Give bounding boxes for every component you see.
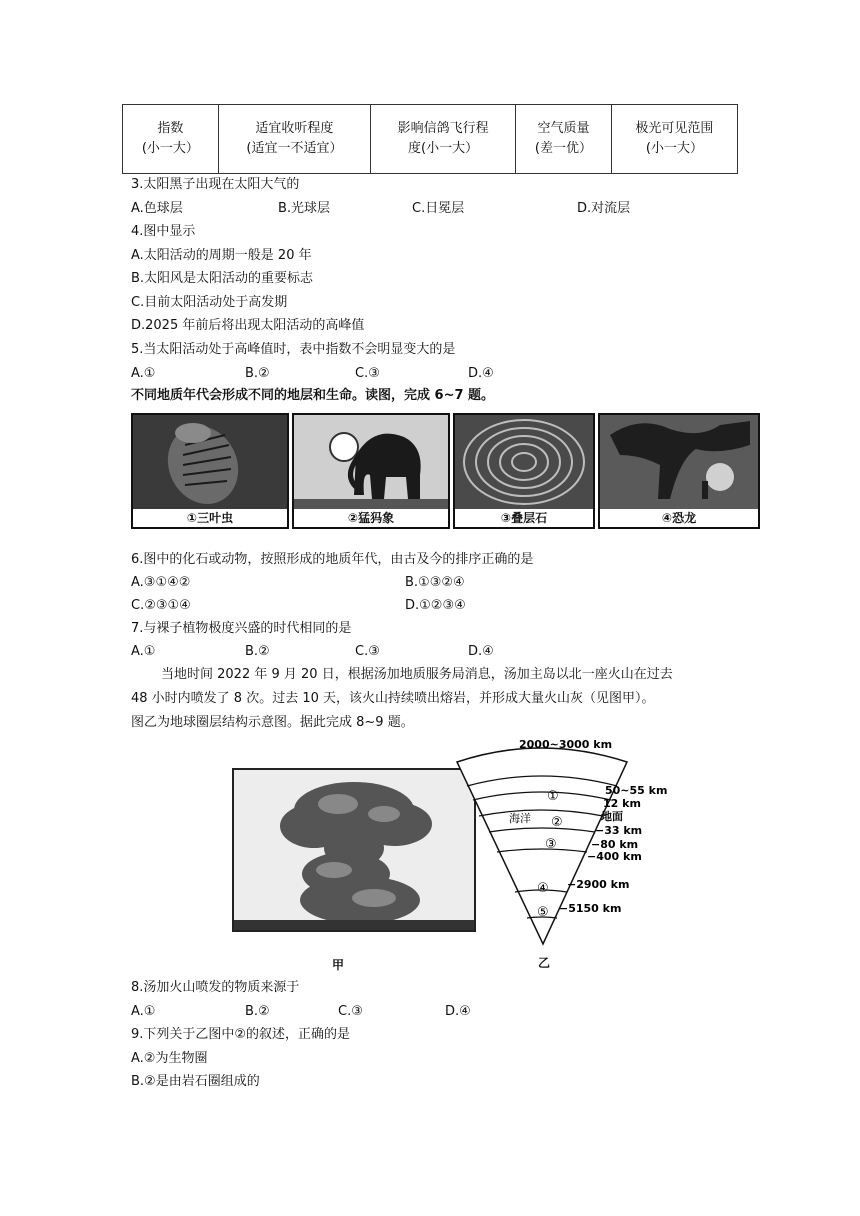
q3-option-a: A.色球层: [131, 201, 183, 216]
q8-option-a: A.①: [131, 1004, 156, 1019]
depth-label-4: −33 km: [595, 824, 643, 837]
q6-option-a: A.③①④②: [131, 575, 191, 590]
layer-2-label: ②: [551, 815, 563, 830]
index-table: [122, 104, 738, 174]
q4-option-d: D.2025 年前后将出现太阳活动的高峰值: [131, 318, 365, 333]
q8-option-b: B.②: [245, 1004, 270, 1019]
depth-label-6: −400 km: [587, 850, 642, 863]
q5-option-d: D.④: [468, 366, 494, 381]
table-header-air-quality: 空气质量 (差一优）: [516, 105, 612, 174]
table-header-aurora: 极光可见范围 (小一大）: [611, 105, 737, 174]
q9-option-a: A.②为生物圈: [131, 1051, 208, 1066]
photo-trilobite: [131, 413, 289, 529]
q5-option-a: A.①: [131, 366, 156, 381]
q6-option-b: B.①③②④: [405, 575, 465, 590]
figure-jia-label: 甲: [332, 958, 345, 972]
depth-label-1: 50~55 km: [605, 784, 668, 797]
layer-5-label: ⑤: [537, 905, 549, 920]
table-header-listening: 适宜收听程度 (适宜一不适宜）: [218, 105, 370, 174]
passage-line-3: 图乙为地球圈层结构示意图。据此完成 8~9 题。: [131, 715, 414, 730]
q3-option-b: B.光球层: [278, 201, 331, 216]
dinosaur-illustration: [600, 415, 758, 509]
ocean-label: 海洋: [509, 812, 531, 825]
q7-stem: 7.与裸子植物极度兴盛的时代相同的是: [131, 621, 352, 636]
mammoth-illustration: [294, 415, 448, 509]
layer-3-label: ③: [545, 837, 557, 852]
q7-option-a: A.①: [131, 644, 156, 659]
q4-stem: 4.图中显示: [131, 224, 196, 239]
q3-option-c: C.日冕层: [412, 201, 465, 216]
layer-4-label: ④: [537, 881, 549, 896]
q5-stem: 5.当太阳活动处于高峰值时，表中指数不会明显变大的是: [131, 342, 456, 357]
q5-option-c: C.③: [355, 366, 380, 381]
q4-option-c: C.目前太阳活动处于高发期: [131, 295, 288, 310]
photo-caption-4: ④恐龙: [600, 509, 758, 527]
section-title-6-7: 不同地质年代会形成不同的地层和生命。读图，完成 6~7 题。: [131, 388, 495, 403]
figure-yi-label: 乙: [538, 956, 551, 970]
figure-jia-photo: [232, 768, 476, 932]
q8-option-c: C.③: [338, 1004, 363, 1019]
q6-stem: 6.图中的化石或动物，按照形成的地质年代，由古及今的排序正确的是: [131, 552, 534, 567]
photo-caption-3: ③叠层石: [455, 509, 593, 527]
stromatolite-illustration: [455, 415, 593, 509]
passage-8-9: [131, 663, 731, 735]
q7-option-d: D.④: [468, 644, 494, 659]
photo-stromatolite: [453, 413, 595, 529]
depth-label-2: 12 km: [603, 797, 641, 810]
photo-caption-1: ①三叶虫: [133, 509, 287, 527]
trilobite-illustration: [133, 415, 287, 509]
q9-stem: 9.下列关于乙图中②的叙述，正确的是: [131, 1027, 351, 1042]
depth-label-3: 地面: [601, 810, 623, 823]
depth-label-5: −80 km: [591, 838, 639, 851]
label-top-range: 2000~3000 km: [519, 738, 613, 751]
table-header-pigeon: 影响信鸽飞行程 度(小一大）: [371, 105, 516, 174]
passage-line-1: 当地时间 2022 年 9 月 20 日，根据汤加地质服务局消息，汤加主岛以北一座火山在过去: [161, 667, 673, 682]
q8-stem: 8.汤加火山喷发的物质来源于: [131, 980, 300, 995]
depth-label-7: −2900 km: [567, 878, 630, 891]
q3-option-d: D.对流层: [577, 201, 631, 216]
table-header-index: 指数 (小一大）: [123, 105, 219, 174]
passage-line-2: 48 小时内喷发了 8 次。过去 10 天，该火山持续喷出熔岩，并形成大量火山灰（见图甲）。: [131, 691, 655, 706]
depth-label-8: −5150 km: [559, 902, 622, 915]
q9-option-b: B.②是由岩石圈组成的: [131, 1074, 260, 1089]
q5-option-b: B.②: [245, 366, 270, 381]
figure-yi-earth-layers: [455, 732, 695, 972]
photo-caption-2: ②猛犸象: [294, 509, 448, 527]
q4-option-b: B.太阳风是太阳活动的重要标志: [131, 271, 314, 286]
q7-option-c: C.③: [355, 644, 380, 659]
q6-option-c: C.②③①④: [131, 598, 191, 613]
photo-mammoth: [292, 413, 450, 529]
q7-option-b: B.②: [245, 644, 270, 659]
q8-option-d: D.④: [445, 1004, 471, 1019]
volcanic-ash-illustration: [234, 770, 474, 930]
q6-option-d: D.①②③④: [405, 598, 466, 613]
photo-dinosaur: [598, 413, 760, 529]
q3-stem: 3.太阳黑子出现在太阳大气的: [131, 177, 300, 192]
layer-1-label: ①: [547, 789, 559, 804]
q4-option-a: A.太阳活动的周期一般是 20 年: [131, 248, 312, 263]
